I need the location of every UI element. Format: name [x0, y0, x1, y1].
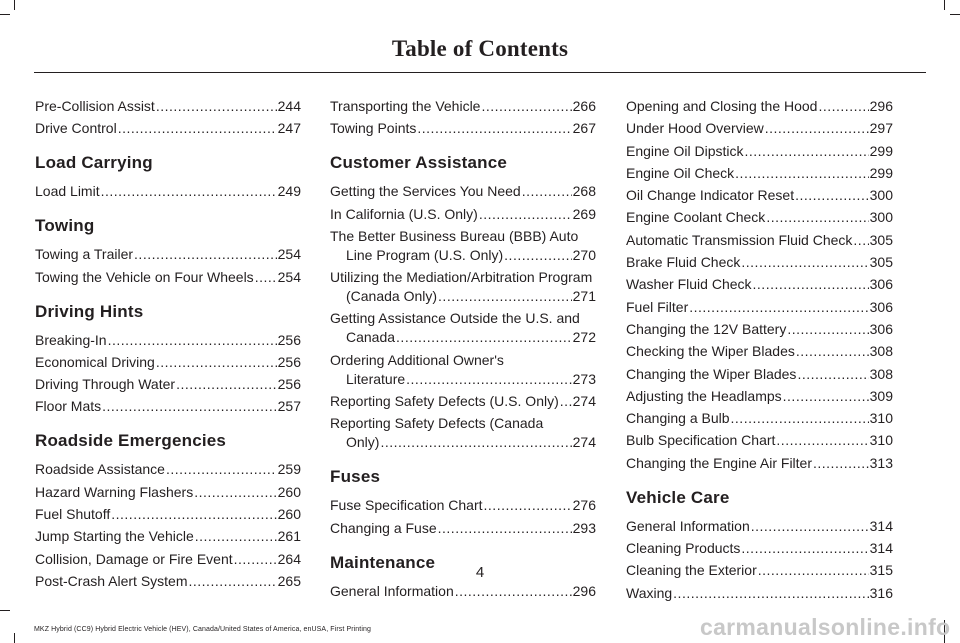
toc-page-number: 297 — [869, 120, 893, 137]
toc-entry[interactable] — [626, 208, 893, 227]
toc-page-number: 247 — [277, 120, 301, 137]
toc-entry-title: Engine Coolant Check — [626, 209, 766, 226]
toc-entry[interactable] — [626, 584, 893, 603]
toc-entry[interactable] — [330, 496, 596, 515]
toc-page-number: 256 — [277, 353, 301, 370]
toc-entry-title: Engine Oil Dipstick — [626, 142, 744, 159]
toc-entry-title: Economical Driving — [35, 353, 155, 370]
dot-leader — [111, 505, 276, 524]
toc-entry[interactable] — [330, 227, 596, 265]
dot-leader — [406, 370, 571, 389]
toc-entry[interactable] — [626, 365, 893, 384]
section-heading: Towing — [35, 216, 95, 236]
toc-page-number: 310 — [869, 432, 893, 449]
dot-leader — [455, 582, 572, 601]
toc-entry-title: Fuel Shutoff — [35, 506, 111, 523]
toc-page-number: 265 — [277, 572, 301, 589]
toc-entry-title: Under Hood Overview — [626, 120, 764, 137]
toc-entry[interactable] — [35, 353, 301, 372]
dot-leader — [853, 231, 868, 250]
toc-column-1 — [35, 97, 301, 594]
dot-leader — [787, 320, 868, 339]
toc-entry[interactable] — [330, 392, 596, 411]
dot-leader — [438, 287, 572, 306]
toc-entry-title: Breaking-In — [35, 331, 107, 348]
toc-entry-title-cont: Literature — [346, 370, 406, 387]
toc-page-number: 269 — [572, 205, 596, 222]
toc-entry[interactable] — [626, 275, 893, 294]
dot-leader — [522, 182, 572, 201]
toc-page-number: 273 — [572, 370, 596, 387]
toc-entry-title: The Better Business Bureau (BBB) Auto — [330, 227, 579, 244]
dot-leader — [195, 527, 277, 546]
section-heading: Vehicle Care — [626, 487, 730, 507]
dot-leader — [166, 460, 277, 479]
crop-mark — [0, 610, 10, 611]
toc-entry-title: Cleaning the Exterior — [626, 562, 757, 579]
toc-entry-title: Driving Through Water — [35, 376, 176, 393]
toc-entry-title: General Information — [330, 582, 454, 599]
toc-page-number: 306 — [869, 320, 893, 337]
toc-entry-title: Reporting Safety Defects (Canada — [330, 415, 544, 432]
toc-entry[interactable] — [330, 582, 596, 601]
toc-page-number: 316 — [869, 584, 893, 601]
toc-page-number: 259 — [277, 461, 301, 478]
toc-entry[interactable] — [35, 505, 301, 524]
toc-entry[interactable] — [626, 387, 893, 406]
toc-page-number: 249 — [277, 183, 301, 200]
toc-entry-title: Reporting Safety Defects (U.S. Only) — [330, 393, 559, 410]
toc-page-number: 308 — [869, 343, 893, 360]
toc-page-number: 271 — [572, 288, 596, 305]
toc-entry-title: Towing the Vehicle on Four Wheels — [35, 268, 254, 285]
section-heading: Load Carrying — [35, 153, 153, 173]
toc-page-number: 313 — [869, 454, 893, 471]
section-heading: Fuses — [330, 467, 381, 487]
toc-entry[interactable] — [35, 483, 301, 502]
toc-entry-title: Fuel Filter — [626, 298, 689, 315]
dot-leader — [745, 142, 869, 161]
dot-leader — [194, 483, 276, 502]
dot-leader — [751, 517, 869, 536]
toc-page-number: 244 — [277, 98, 301, 114]
toc-entry[interactable] — [330, 268, 596, 306]
dot-leader — [417, 119, 571, 138]
toc-entry[interactable] — [35, 397, 301, 416]
toc-entry-title: Hazard Warning Flashers — [35, 483, 194, 500]
dot-leader — [741, 539, 868, 558]
toc-entry-title: Jump Starting the Vehicle — [35, 528, 194, 545]
dot-leader — [156, 97, 277, 116]
toc-entry[interactable] — [35, 119, 301, 138]
toc-entry[interactable] — [626, 409, 893, 428]
toc-page-number: 264 — [277, 550, 301, 567]
toc-entry-title: Changing a Fuse — [330, 519, 437, 536]
toc-page-number: 305 — [869, 231, 893, 248]
title-rule — [34, 72, 926, 73]
toc-entry-line2 — [330, 287, 596, 306]
dot-leader — [765, 119, 869, 138]
toc-entry-title: Towing Points — [330, 120, 417, 137]
toc-entry-title: Getting Assistance Outside the U.S. and — [330, 310, 580, 327]
toc-entry[interactable] — [330, 182, 596, 201]
dot-leader — [741, 253, 868, 272]
toc-page-number: 314 — [869, 540, 893, 557]
toc-entry[interactable] — [626, 298, 893, 317]
toc-page-number: 299 — [869, 142, 893, 159]
toc-page-number: 256 — [277, 376, 301, 393]
dot-leader — [560, 392, 572, 411]
toc-entry-title: Getting the Services You Need — [330, 183, 521, 200]
toc-entry-title: Pre-Collision Assist — [35, 98, 155, 114]
toc-entry-title: Floor Mats — [35, 398, 102, 415]
toc-entry[interactable] — [626, 454, 893, 473]
toc-entry[interactable] — [626, 320, 893, 339]
toc-entry-title: Brake Fluid Check — [626, 254, 741, 271]
dot-leader — [735, 164, 868, 183]
toc-entry-title: Load Limit — [35, 183, 100, 200]
section-heading: Customer Assistance — [330, 153, 508, 173]
toc-page-number: 261 — [277, 528, 301, 545]
toc-entry[interactable] — [35, 182, 301, 201]
toc-entry-line2 — [330, 433, 596, 452]
toc-page-number: 267 — [572, 120, 596, 137]
toc-entry-title: Changing the 12V Battery — [626, 320, 787, 337]
toc-entry[interactable] — [626, 431, 893, 450]
toc-entry[interactable] — [626, 186, 893, 205]
toc-page-number: 270 — [572, 246, 596, 263]
toc-entry-title: Automatic Transmission Fluid Check — [626, 231, 853, 248]
toc-entry-title: In California (U.S. Only) — [330, 205, 478, 222]
toc-page-number: 306 — [869, 276, 893, 293]
dot-leader — [783, 387, 869, 406]
toc-entry-title: Adjusting the Headlamps — [626, 387, 782, 404]
toc-entry-title: Changing the Engine Air Filter — [626, 454, 812, 471]
section-heading: Roadside Emergencies — [35, 431, 227, 451]
toc-entry-title: General Information — [626, 517, 750, 534]
toc-page-number: 305 — [869, 254, 893, 271]
dot-leader — [396, 328, 572, 347]
toc-entry[interactable] — [330, 205, 596, 224]
section-heading: Maintenance — [330, 552, 436, 572]
toc-entry-title: Towing a Trailer — [35, 246, 134, 263]
dot-leader — [134, 245, 277, 264]
toc-page-number: 310 — [869, 410, 893, 427]
dot-leader — [731, 409, 869, 428]
toc-page-number: 256 — [277, 331, 301, 348]
toc-entry[interactable] — [330, 97, 596, 116]
toc-entry[interactable] — [35, 268, 301, 287]
section-heading: Driving Hints — [35, 301, 144, 321]
footer-text: MKZ Hybrid (CC9) Hybrid Electric Vehicle (HEV), Canada/United States of America, enUSA, First Printing — [34, 626, 371, 633]
toc-entry-title: Roadside Assistance — [35, 461, 165, 478]
toc-entry[interactable] — [330, 351, 596, 389]
dot-leader — [504, 246, 571, 265]
toc-entry-title-cont: (Canada Only) — [346, 288, 438, 305]
toc-page-number: 296 — [572, 582, 596, 599]
toc-entry[interactable] — [626, 119, 893, 138]
toc-entry-title: Transporting the Vehicle — [330, 98, 481, 114]
toc-page-number: 308 — [869, 365, 893, 382]
toc-entry-title: Drive Control — [35, 120, 117, 137]
toc-page-number: 260 — [277, 506, 301, 523]
toc-page-number: 257 — [277, 398, 301, 415]
toc-page-number: 306 — [869, 298, 893, 315]
toc-column-2 — [330, 97, 596, 604]
toc-entry-title: Opening and Closing the Hood — [626, 98, 818, 114]
toc-page-number: 315 — [869, 562, 893, 579]
toc-page-number: 260 — [277, 483, 301, 500]
toc-entry-title: Cleaning Products — [626, 540, 741, 557]
toc-entry-line2 — [330, 328, 596, 347]
toc-entry[interactable] — [35, 97, 301, 116]
crop-mark — [950, 14, 960, 15]
toc-page-number: 314 — [869, 517, 893, 534]
toc-entry[interactable] — [35, 460, 301, 479]
dot-leader — [176, 375, 277, 394]
toc-page-number: 254 — [277, 268, 301, 285]
crop-mark — [944, 0, 945, 10]
toc-entry-title: Oil Change Indicator Reset — [626, 187, 795, 204]
toc-entry[interactable] — [626, 97, 893, 116]
dot-leader — [795, 186, 869, 205]
dot-leader — [796, 342, 869, 361]
dot-leader — [797, 365, 868, 384]
toc-page-number: 254 — [277, 246, 301, 263]
toc-page-number: 276 — [572, 497, 596, 514]
toc-entry-title: Utilizing the Mediation/Arbitration Program — [330, 269, 593, 286]
toc-entry-title: Ordering Additional Owner's — [330, 351, 504, 368]
watermark: carmanualsonline.info — [700, 614, 951, 640]
dot-leader — [102, 397, 277, 416]
dot-leader — [255, 268, 277, 287]
toc-entry[interactable] — [626, 231, 893, 250]
dot-leader — [380, 433, 571, 452]
dot-leader — [481, 97, 571, 116]
toc-page-number: 293 — [572, 519, 596, 536]
crop-mark — [14, 633, 15, 643]
toc-page-number: 309 — [869, 387, 893, 404]
toc-entry-title: Checking the Wiper Blades — [626, 343, 795, 360]
toc-entry[interactable] — [330, 414, 596, 452]
toc-entry[interactable] — [330, 519, 596, 538]
toc-entry[interactable] — [35, 245, 301, 264]
toc-entry[interactable] — [35, 375, 301, 394]
toc-page-number: 266 — [572, 98, 596, 114]
toc-entry-line2 — [330, 246, 596, 265]
toc-entry[interactable] — [626, 342, 893, 361]
page-title: Table of Contents — [391, 36, 569, 61]
toc-entry-title-cont: Only) — [346, 434, 380, 451]
dot-leader — [813, 454, 869, 473]
toc-entry[interactable] — [330, 119, 596, 138]
page-number: 4 — [475, 564, 485, 581]
toc-page-number: 300 — [869, 187, 893, 204]
toc-entry[interactable] — [626, 142, 893, 161]
toc-entry-title-cont: Canada — [346, 329, 396, 346]
toc-entry-title: Waxing — [626, 584, 673, 601]
toc-page-number: 268 — [572, 183, 596, 200]
toc-entry[interactable] — [35, 527, 301, 546]
toc-entry-title: Collision, Damage or Fire Event — [35, 550, 233, 567]
dot-leader — [818, 97, 868, 116]
toc-entry-title: Washer Fluid Check — [626, 276, 752, 293]
toc-entry-title: Bulb Specification Chart — [626, 432, 776, 449]
crop-mark — [0, 14, 10, 15]
dot-leader — [118, 119, 277, 138]
dot-leader — [108, 331, 277, 350]
toc-page-number: 274 — [572, 434, 596, 451]
toc-entry-title: Engine Oil Check — [626, 164, 735, 181]
toc-entry-title: Fuse Specification Chart — [330, 497, 483, 514]
toc-entry[interactable] — [626, 539, 893, 558]
dot-leader — [766, 208, 868, 227]
dot-leader — [438, 519, 572, 538]
toc-entry[interactable] — [626, 253, 893, 272]
toc-entry-line2 — [330, 370, 596, 389]
toc-entry[interactable] — [626, 517, 893, 536]
toc-page-number: 272 — [572, 329, 596, 346]
toc-entry-title-cont: Line Program (U.S. Only) — [346, 246, 504, 263]
dot-leader — [484, 496, 572, 515]
toc-entry-title: Changing the Wiper Blades — [626, 365, 797, 382]
dot-leader — [753, 275, 869, 294]
toc-page-number: 300 — [869, 209, 893, 226]
dot-leader — [689, 298, 868, 317]
toc-column-3 — [626, 97, 893, 606]
dot-leader — [101, 182, 277, 201]
dot-leader — [156, 353, 277, 372]
toc-entry[interactable] — [35, 331, 301, 350]
toc-page-number: 274 — [572, 393, 596, 410]
dot-leader — [479, 205, 572, 224]
toc-entry-title: Changing a Bulb — [626, 410, 730, 427]
toc-page-number: 296 — [869, 98, 893, 114]
dot-leader — [776, 431, 868, 450]
toc-page-number: 299 — [869, 164, 893, 181]
toc-entry-title: Post-Crash Alert System — [35, 572, 188, 589]
toc-entry[interactable] — [330, 309, 596, 347]
dot-leader — [673, 584, 868, 603]
toc-entry[interactable] — [626, 164, 893, 183]
crop-mark — [14, 0, 15, 10]
